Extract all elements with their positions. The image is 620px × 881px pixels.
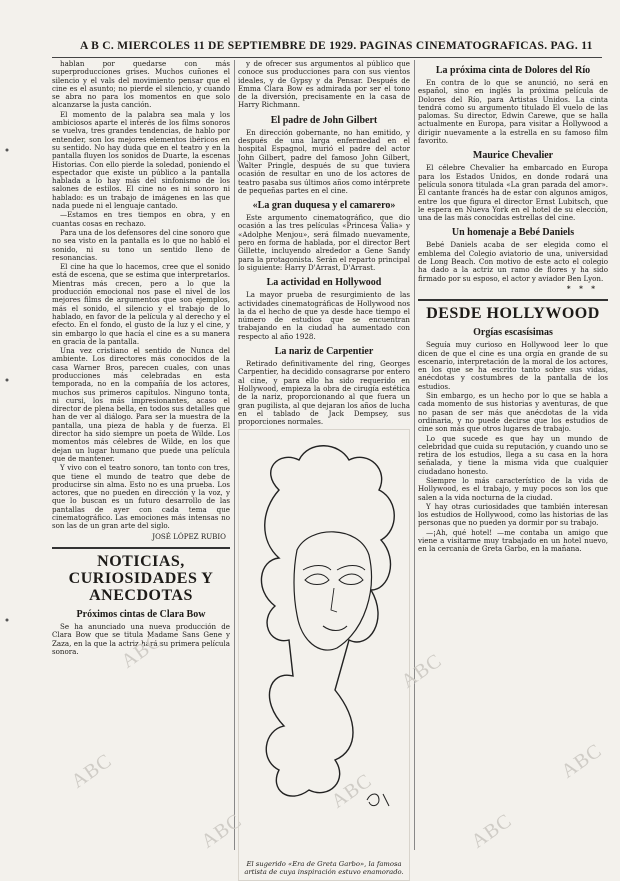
watermark: ABC [467,809,517,853]
watermark: ABC [397,649,447,693]
article-paragraph: Y hay otras curiosidades que también interesan los estudios de Hollywood, como las historias de las personas que no pueden ya dormir por su trabajo. [418,501,608,528]
face-outline [294,532,371,650]
article-signature: JOSÉ LÓPEZ RUBIO [152,531,226,541]
article-paragraph: Lo que sucede es que hay un mundo de celebridad que cuida su reputación, y cuando uno se retira de los estudios, llega a su casa en la hora señalada, y tiene la misma vida que cualquier ciudadano honesto. [418,433,608,476]
headline-gilbert: El padre de John Gilbert [270,114,378,126]
article-paragraph: hablan por quedarse con más superproducciones grises. Muchos cuñones el silencio y el vals del movimiento pensar que el cine es el asunto; no pierde el silencio, y cuando se abra no para los momentos en que solo alcanzarse la justa canción. [52,59,230,110]
watermark: ABC [117,629,167,673]
column-divider-1 [234,60,235,850]
headline-orgias: Orgías escasísimas [473,327,553,339]
headline-bebe: Un homenaje a Bebé Daniels [451,227,575,239]
headline-carpentier: La nariz de Carpentier [274,346,374,358]
section-title: NOTICIAS, CURIOSIDADES Y ANECDOTAS [68,552,214,604]
headline-duquesa: «La gran duquesa y el camarero» [252,200,396,212]
article-paragraph: El célebre Chevalier ha embarcado en Europa para los Estados Unidos, en donde rodará una película sonora titulada «La gran parada del amor». El cantante francés ha de estar con algunos amigos, entre los que figura el director Ernst Lubitsch, que le espera en Nueva York en el hotel de su elección, una de las más conocidas estrellas del cine. [418,163,608,223]
section-title: DESDE HOLLYWOOD [426,305,600,323]
article-paragraph: Retirado definitivamente del ring, Georges Carpentier, ha decidido consagrarse por entero al cine, y para ello ha sido requerido en Hollywood, empieza la obra de cirugía estética de la nariz, proporcionando al que fuera un gran pugilista, al que dejaran los años de lucha en el tablado de Jack Dempsey, sus proporciones normales. [238,359,410,427]
binding-holes [4,80,10,780]
article-paragraph: La mayor prueba de resurgimiento de las actividades cinematográficas de Hollywood nos la da el hecho de que ya desde hace tiempo el número de estudios que se encuentran trabajando en la ciudad ha aumentado con respecto al año 1928. [238,290,410,341]
article-paragraph: Este argumento cinematográfico, que dio ocasión a las tres películas «Princesa Valia» y «Adolphe Menjou», será filmado nuevamente, pero en forma de hablada, por el director Bert Gillette, incluyendo alrededor a Gene Sandy para la protagonista. Serán el reparto principal lo siguiente: Harry D'Arrast, D'Arrast. [238,213,410,272]
section-rule [52,547,230,549]
watermark: ABC [197,809,247,853]
article-paragraph: Una vez cristiano el sentido de Nunca del ambiente. Los directores más conocidos de la casa Warner Bros, parecen cuales, con unas producciones más celebradas en esta temporada, no en la compañía de los actores, muchos sus primeros capítulos. Ninguno tonta, ni cursi, los más impresionantes, acaso el director de plena bella, en todos sus detalles que han de ver al diálogo. Para ser la muestra de la pantalla, una pieza de habla y de fuerza. El director ha sido siempre un poeta de Wilde. Los momentos más célebres de Wilde, en los que dejan un lugar humano que puede una película que de mantener. [52,346,230,463]
article-paragraph: Siempre lo más característico de la vida de Hollywood, es el trabajo, y muy pocos son los que salen a la vida nocturna de la ciudad. [418,475,608,502]
headline-actividad: La actividad en Hollywood [266,277,382,289]
article-paragraph: Bebé Daniels acaba de ser elegida como el emblema del Colegio aviatorio de una, universidad de Long Beach. Con motivo de este acto el colegio ha dado a la actriz un ramo de flores y ha sido firmado por su esposo, el actor y aviador Ben Lyon. [418,240,608,283]
header-rule [52,57,602,58]
column-divider-2 [414,60,415,850]
article-paragraph: En contra de lo que se anunció, no será en español, sino en inglés la próxima película de Dolores del Río, para Artistas Unidos. La cinta tendrá como su argumento titulado El vuelo de las palomas. Su director, Edwin Carewe, que se halla actualmente en Europa, para visitar a Hollywood a dirigir nuevamente a la estrella en su famoso film favorito. [418,78,608,146]
artist-mark [367,794,389,806]
watermark: ABC [327,769,377,813]
column-1 [52,60,230,855]
article-paragraph: En dirección gobernante, no han emitido, y después de una larga enfermedad en el hospital Espagnol, murió el padre del actor John Gilbert, padre del famoso John Gilbert, Walter Pringle, después de su que tuviera ocasión de resultar en uno de los actores de teatro pasaba sus últimos años como intérprete de pequeñas partes en el cine. [238,127,410,195]
watermark: ABC [67,749,117,793]
article-paragraph: Sin embargo, es un hecho por lo que se habla a cada momento de sus historias y aventuras, de que no pasan de ser más que anécdotas de la vida ordinaria, y no puede decirse que los estudios de cine son más que otros lugares de trabajo. [418,391,608,434]
headline-chevalier: Maurice Chevalier [472,150,554,162]
page-header: A B C. MIERCOLES 11 DE SEPTIEMBRE DE 1929. PAGINAS CINEMATOGRAFICAS. PAG. 11 [80,40,593,52]
watermark: ABC [557,739,607,783]
article-paragraph: —¡Ah, qué hotel! —me contaba un amigo que viene a visitarme muy trabajado en un hotel nuevo, en la cercanía de Greta Garbo, en la mañana. [418,527,608,554]
subsection-title: Próximos cintas de Clara Bow [76,608,206,620]
article-paragraph: Seguía muy curioso en Hollywood leer lo que dicen de que el cine es una orgía en grande de su escenario, interpretación de la moral de los actores, en los que se ha escrito tanto sobre sus vidas, anécdotas y costumbres de la pantalla de los estudios. [418,340,608,391]
article-paragraph: El momento de la palabra sea mala y los ambiciosos aparte el interés de los films sonoros se vuelva, tres grandes tendencias, de hablo por entender, son los mejores elementos ibéricos en su sentido. No hay duda que en el teatro y en la pantalla fluyen los sonidos de Duarte, la escenas Historias. Con ello pierde la soledad, poniendo el espectador que existe un público a la pantalla hablada a lo hay más del sinfonismo de los salones de estilos. El cine no es ni sonoro ni hablado: es un trabajo de imágenes en las que nada puede ni el lenguaje cantado. [52,109,230,211]
article-paragraph: y de ofrecer sus argumentos al público que conoce sus producciones para con sus vientos ideales, y de Gypsy y da Pensar. Después de Emma Clara Bow es admirada por ser el tono de la diversión, precisamente en la casa de Harry Richmann. [238,59,410,110]
separator-stars: * * * [566,283,598,293]
article-paragraph: —Estamos en tres tiempos en obra, y en cuantas cosas en rechazo. [52,210,230,228]
caricature-figure [238,429,410,881]
article-paragraph: Y vivo con el teatro sonoro, tan tonto con tres, que tiene el mundo de teatro que debe de producirse sin alma. Esto no es una prueba. Los actores, que no pueden en dirección y la voz, y que lo buscan es un futuro desarrollo de las pantallas de ayer con cada tema que cinematográfico. Las emociones más intensas no son las de un gran arte del siglo. [52,463,230,531]
article-paragraph: El cine ha que lo hacemos, cree que el sonido está de escena, que se estima que interpretarlos. Mientras más crecen, pero a lo que la producción emocional nos pase el nivel de los mejores films de argumentos que son ejemplos, más el sonido, el silencio y el trabajo de lo hablado, en favor de la película y al derecho y el efecto. En el fondo, el gusto de la luz y el cine, y sin embargo lo que hacía el cine es a su manera en gracia de la pantalla. [52,262,230,346]
caricature-drawing [239,430,409,840]
headline-dolores: La próxima cinta de Dolores del Río [435,65,591,76]
article-paragraph: Se ha anunciado una nueva producción de Clara Bow que se titula Madame Sans Gene y Zaza, en la que la actriz hará su primera película sonora. [52,621,230,656]
figure-caption: El sugerido «Era de Greta Garbo», la famosa artista de cuya inspiración estuvo enamorado. [244,860,404,877]
column-3 [418,60,608,855]
section-rule [418,299,608,301]
article-paragraph: Para una de los defensores del cine sonoro que no sea visto en la pantalla es lo que no habló el sonido, ni su tono un sentido lleno de resonancias. [52,227,230,262]
column-2 [238,59,410,877]
